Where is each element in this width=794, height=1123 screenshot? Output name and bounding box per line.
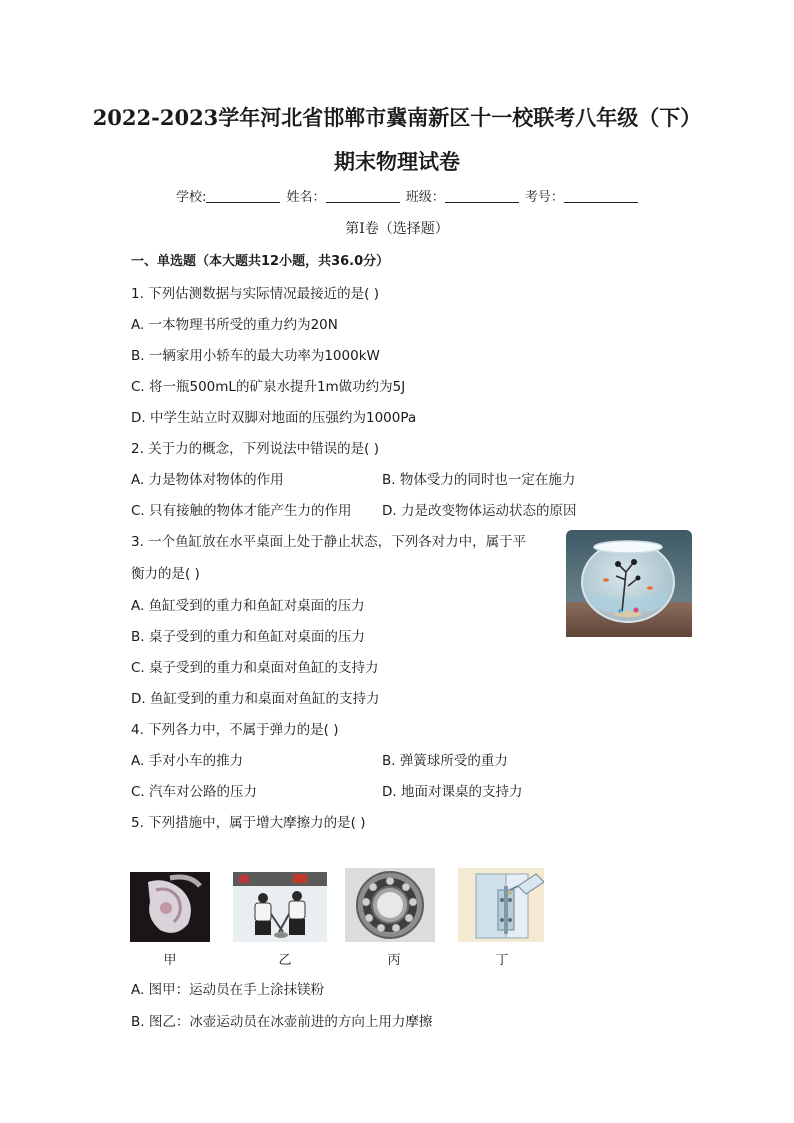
exam-title-line1: 2022-2023学年河北省邯郸市冀南新区十一校联考八年级（下） <box>92 105 702 130</box>
school-blank[interactable] <box>206 190 280 203</box>
section-title: 第I卷（选择题） <box>345 221 449 237</box>
q4-stem: 4. 下列各力中，不属于弹力的是( ) <box>131 722 339 738</box>
school-label: 学校: <box>176 190 207 205</box>
q4-option-d: D. 地面对课桌的支持力 <box>382 784 523 800</box>
q5-option-b: B. 图乙：冰壶运动员在冰壶前进的方向上用力摩擦 <box>131 1014 433 1030</box>
q3-option-c: C. 桌子受到的重力和桌面对鱼缸的支持力 <box>131 660 379 676</box>
name-label: 姓名： <box>286 190 326 205</box>
q2-option-d: D. 力是改变物体运动状态的原因 <box>382 503 577 519</box>
figure-ding-oiling-hinge-image <box>458 868 544 942</box>
q2-option-a: A. 力是物体对物体的作用 <box>131 472 284 488</box>
figure-yi-caption: 乙 <box>278 953 292 968</box>
class-label: 班级： <box>405 190 445 205</box>
q3-option-d: D. 鱼缸受到的重力和桌面对鱼缸的支持力 <box>131 691 380 707</box>
q2-stem: 2. 关于力的概念，下列说法中错误的是( ) <box>131 441 379 457</box>
q1-stem: 1. 下列估测数据与实际情况最接近的是( ) <box>131 286 379 302</box>
q4-option-a: A. 手对小车的推力 <box>131 753 244 769</box>
exam-title-line2: 期末物理试卷 <box>334 149 460 174</box>
q5-stem: 5. 下列措施中，属于增大摩擦力的是( ) <box>131 815 366 831</box>
q4-option-b: B. 弹簧球所受的重力 <box>382 753 508 769</box>
figure-yi-curling-image <box>233 872 327 942</box>
class-blank[interactable] <box>445 190 519 203</box>
q1-option-c: C. 将一瓶500mL的矿泉水提升1m做功约为5J <box>131 379 406 395</box>
exam-number-label: 考号： <box>524 190 564 205</box>
q2-option-c: C. 只有接触的物体才能产生力的作用 <box>131 503 352 519</box>
part1-heading: 一、单选题（本大题共12小题，共36.0分） <box>131 254 390 269</box>
figure-jia-caption: 甲 <box>163 953 177 968</box>
figure-ding-caption: 丁 <box>495 953 509 968</box>
figure-bing-ball-bearing-image <box>345 868 435 942</box>
q5-option-a: A. 图甲：运动员在手上涂抹镁粉 <box>131 982 325 998</box>
student-info-row <box>176 186 640 205</box>
exam-number-blank[interactable] <box>564 190 638 203</box>
q1-option-d: D. 中学生站立时双脚对地面的压强约为1000Pa <box>131 410 417 426</box>
q1-option-a: A. 一本物理书所受的重力约为20N <box>131 317 338 333</box>
q3-stem-line2: 衡力的是( ) <box>131 566 200 582</box>
q3-stem-line1: 3. 一个鱼缸放在水平桌面上处于静止状态，下列各对力中，属于平 <box>131 534 527 550</box>
q2-option-b: B. 物体受力的同时也一定在施力 <box>382 472 576 488</box>
q4-option-c: C. 汽车对公路的压力 <box>131 784 258 800</box>
q3-option-a: A. 鱼缸受到的重力和鱼缸对桌面的压力 <box>131 598 365 614</box>
figure-bing-caption: 丙 <box>387 953 401 968</box>
q3-option-b: B. 桌子受到的重力和鱼缸对桌面的压力 <box>131 629 365 645</box>
figure-jia-chalk-hands-image <box>130 872 210 942</box>
name-blank[interactable] <box>326 190 400 203</box>
q1-option-b: B. 一辆家用小轿车的最大功率为1000kW <box>131 348 380 364</box>
fish-tank-image <box>566 530 692 637</box>
